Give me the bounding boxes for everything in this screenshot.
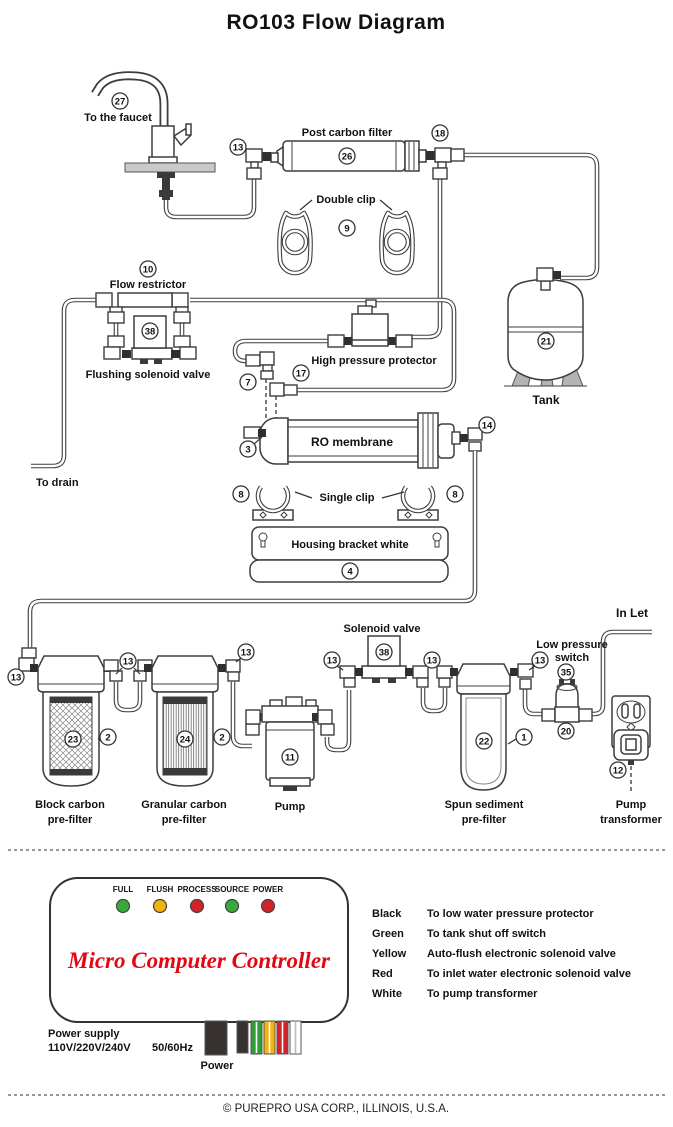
spun-sediment-label-2: pre-filter xyxy=(461,814,507,826)
callout-24 xyxy=(177,731,193,747)
u-tube-1 xyxy=(116,682,140,710)
brine-tube xyxy=(190,300,454,390)
svg-text:2: 2 xyxy=(219,732,225,744)
to-drain-label: To drain xyxy=(36,477,79,489)
elbow-7 xyxy=(260,352,274,365)
led-source-light xyxy=(226,900,239,913)
left-nipple xyxy=(271,153,278,162)
inlet-label: In Let xyxy=(616,606,648,620)
double-clip xyxy=(279,194,412,273)
svg-text:38: 38 xyxy=(144,326,156,338)
legend-green-desc: To tank shut off switch xyxy=(427,928,546,940)
faucet-shank xyxy=(157,172,175,178)
restrictor-tee-right xyxy=(172,293,188,307)
led-source-label: SOURCE xyxy=(214,885,250,894)
led-flush-label: FLUSH xyxy=(146,885,174,894)
switch-dome xyxy=(556,684,578,708)
single-clip-label: Single clip xyxy=(319,492,375,504)
callout-8-left xyxy=(233,486,249,502)
faucet-nut xyxy=(159,190,173,197)
svg-text:21: 21 xyxy=(540,336,552,348)
single-clips xyxy=(233,486,463,520)
svg-text:1: 1 xyxy=(521,732,527,744)
svg-text:18: 18 xyxy=(434,128,446,140)
left-port xyxy=(262,152,271,161)
elbow-13-nut xyxy=(247,168,261,179)
tank-valve xyxy=(537,268,553,281)
svg-text:13: 13 xyxy=(326,655,338,667)
legend-yellow-desc: Auto-flush electronic solenoid valve xyxy=(427,948,616,960)
granular-out-elbow xyxy=(226,660,240,672)
granular-carbon-label-1: Granular carbon xyxy=(141,799,227,811)
svg-text:4: 4 xyxy=(347,566,353,578)
svg-text:13: 13 xyxy=(10,672,22,684)
svg-text:13: 13 xyxy=(240,647,252,659)
ro-membrane-label: RO membrane xyxy=(310,435,394,449)
svg-text:13: 13 xyxy=(232,142,244,154)
tank-port xyxy=(553,271,561,279)
callout-35 xyxy=(558,664,574,680)
granular-collar xyxy=(152,656,218,692)
svg-text:9: 9 xyxy=(344,223,350,235)
granular-carbon-label-2: pre-filter xyxy=(161,814,207,826)
faucet-base xyxy=(149,157,177,163)
solenoid-base xyxy=(362,666,406,678)
callout-13-spun xyxy=(532,652,548,668)
restrictor-tee-left xyxy=(96,293,112,307)
legend-white-name: White xyxy=(372,988,402,1000)
elbow-17 xyxy=(270,383,284,396)
svg-text:26: 26 xyxy=(341,151,353,163)
controller-wires xyxy=(205,1021,301,1055)
callout-20 xyxy=(558,723,574,739)
callout-23 xyxy=(65,731,81,747)
callout-13-u2 xyxy=(424,652,440,668)
led-process-light xyxy=(191,900,204,913)
flush-elbow-left xyxy=(104,347,120,359)
ro-membrane xyxy=(240,413,495,468)
led-full-light xyxy=(117,900,130,913)
tee-body xyxy=(435,148,451,162)
svg-text:10: 10 xyxy=(142,264,154,276)
svg-text:20: 20 xyxy=(560,726,572,738)
callout-38-solenoid xyxy=(376,644,392,660)
led-process-label: PROCESS xyxy=(177,885,217,894)
legend-red-desc: To inlet water electronic solenoid valve xyxy=(427,968,631,980)
low-pressure-switch xyxy=(536,639,608,739)
flushing-solenoid-valve xyxy=(86,312,211,381)
post-carbon-filter xyxy=(230,125,464,179)
svg-text:13: 13 xyxy=(122,656,134,668)
block-carbon-label-2: pre-filter xyxy=(47,814,93,826)
membrane-left-cap xyxy=(260,418,288,464)
svg-text:24: 24 xyxy=(179,734,191,746)
callout-13-block xyxy=(8,669,24,685)
tank-tube xyxy=(464,155,597,278)
solenoid-valve xyxy=(324,623,458,687)
power-supply-freq: 50/60Hz xyxy=(152,1042,193,1054)
elbow-13 xyxy=(246,149,262,162)
faucet-assembly xyxy=(84,76,254,217)
flow-restrictor-label: Flow restrictor xyxy=(109,279,187,291)
power-wire-label: Power xyxy=(200,1060,234,1072)
tee-stem xyxy=(438,162,446,168)
svg-text:13: 13 xyxy=(534,655,546,667)
svg-text:2: 2 xyxy=(105,732,111,744)
callout-3 xyxy=(240,441,256,457)
callout-27 xyxy=(112,93,128,109)
callout-26 xyxy=(339,148,355,164)
svg-text:8: 8 xyxy=(238,489,244,501)
svg-text:17: 17 xyxy=(295,368,307,380)
block-carbon-label-1: Block carbon xyxy=(35,799,105,811)
callout-2-granular xyxy=(214,729,230,745)
pump-in-elbow xyxy=(246,710,260,724)
block-carbon-prefilter xyxy=(8,648,116,826)
svg-text:8: 8 xyxy=(452,489,458,501)
spun-out-elbow xyxy=(518,664,533,677)
callout-12 xyxy=(610,762,626,778)
callout-1 xyxy=(516,729,532,745)
callout-18 xyxy=(432,125,448,141)
legend-yellow-name: Yellow xyxy=(372,948,407,960)
solenoid-left-elbow xyxy=(340,666,355,678)
callout-7 xyxy=(240,374,256,390)
callout-8-right xyxy=(447,486,463,502)
svg-text:27: 27 xyxy=(114,96,126,108)
callout-38-flush xyxy=(142,323,158,339)
callout-17 xyxy=(293,365,309,381)
to-the-faucet-label: To the faucet xyxy=(84,112,152,124)
wire-legend xyxy=(372,908,631,1000)
tee-nut-down xyxy=(433,168,447,179)
tank-label: Tank xyxy=(532,393,560,407)
pump-transformer-label-1: Pump xyxy=(615,799,647,811)
spun-sediment-label-1: Spun sediment xyxy=(444,799,524,811)
pump-base xyxy=(270,778,310,786)
svg-text:7: 7 xyxy=(245,377,251,389)
tee-port xyxy=(426,151,435,160)
svg-text:13: 13 xyxy=(426,655,438,667)
faucet-handle-knob xyxy=(186,124,191,135)
controller xyxy=(48,878,348,1072)
flushing-solenoid-valve-label: Flushing solenoid valve xyxy=(85,369,211,381)
tank-body xyxy=(508,280,583,381)
post-carbon-nipple xyxy=(419,150,426,162)
high-pressure-protector-label: High pressure protector xyxy=(311,355,437,367)
callout-13-u1 xyxy=(120,653,136,669)
callout-21 xyxy=(538,333,554,349)
housing-bracket xyxy=(250,527,448,582)
svg-text:14: 14 xyxy=(481,420,493,432)
power-cable xyxy=(205,1021,227,1055)
tank xyxy=(504,268,587,407)
svg-text:35: 35 xyxy=(560,667,572,679)
legend-white-desc: To pump transformer xyxy=(427,988,538,1000)
legend-black-name: Black xyxy=(372,908,402,920)
pump-label: Pump xyxy=(274,801,306,813)
flush-valve-base xyxy=(132,348,172,359)
tank-nipple xyxy=(541,281,550,290)
switch-tee xyxy=(555,707,579,722)
led-power-light xyxy=(262,900,275,913)
power-supply-volts: 110V/220V/240V xyxy=(48,1042,131,1054)
tee-nut-right xyxy=(451,149,464,161)
black-wire xyxy=(237,1021,248,1053)
double-clip-label: Double clip xyxy=(316,194,376,206)
elbow-13-stem xyxy=(251,162,258,168)
legend-black-desc: To low water pressure protector xyxy=(427,908,594,920)
power-supply-label: Power supply xyxy=(48,1028,120,1040)
protector-feed-tube xyxy=(412,179,440,337)
controller-name: Micro Computer Controller xyxy=(68,948,330,973)
post-carbon-right-cap xyxy=(405,141,419,171)
svg-text:3: 3 xyxy=(245,444,251,456)
pump-transformer-label-2: transformer xyxy=(600,814,662,826)
callout-4 xyxy=(342,563,358,579)
led-full-label: FULL xyxy=(112,885,134,894)
high-pressure-protector xyxy=(311,300,437,367)
u-tube-2 xyxy=(423,688,445,711)
callout-13-solenoid xyxy=(324,652,340,668)
svg-text:38: 38 xyxy=(378,647,390,659)
low-pressure-label-1: Low pressure xyxy=(536,639,608,651)
callout-9 xyxy=(339,220,355,236)
spun-collar xyxy=(457,664,510,694)
svg-text:22: 22 xyxy=(478,736,490,748)
callout-13-granular xyxy=(238,644,254,660)
low-pressure-label-2: switch xyxy=(554,652,590,664)
countertop xyxy=(125,163,215,172)
page-title: RO103 Flow Diagram xyxy=(226,11,446,34)
restrictor-body xyxy=(118,293,172,307)
legend-red-name: Red xyxy=(372,968,393,980)
legend-green-name: Green xyxy=(372,928,404,940)
granular-carbon-prefilter xyxy=(141,644,254,826)
block-collar xyxy=(38,656,104,692)
spun-sediment-prefilter xyxy=(445,652,548,826)
copyright: © PUREPRO USA CORP., ILLINOIS, U.S.A. xyxy=(222,1103,450,1115)
protector-body xyxy=(352,314,388,340)
pump xyxy=(246,697,334,813)
svg-text:23: 23 xyxy=(67,734,79,746)
post-carbon-filter-label: Post carbon filter xyxy=(301,127,393,139)
callout-22 xyxy=(476,733,492,749)
faucet-tube xyxy=(166,179,254,217)
callout-14 xyxy=(479,417,495,433)
svg-text:12: 12 xyxy=(612,765,624,777)
svg-text:11: 11 xyxy=(284,752,296,764)
callout-11 xyxy=(282,749,298,765)
led-flush-light xyxy=(154,900,167,913)
callout-13-postcarbon xyxy=(230,139,246,155)
pump-head xyxy=(262,706,318,722)
membrane-inlet-nut xyxy=(244,427,260,438)
flow-restrictor-assembly xyxy=(31,261,188,466)
housing-bracket-label: Housing bracket white xyxy=(291,539,409,551)
pump-transformer xyxy=(600,696,662,826)
solenoid-valve-label: Solenoid valve xyxy=(343,623,421,635)
callout-2-block xyxy=(100,729,116,745)
led-power-label: POWER xyxy=(252,885,284,894)
pump-out-elbow xyxy=(318,710,332,724)
flush-elbow-right xyxy=(180,347,196,359)
callout-10 xyxy=(140,261,156,277)
